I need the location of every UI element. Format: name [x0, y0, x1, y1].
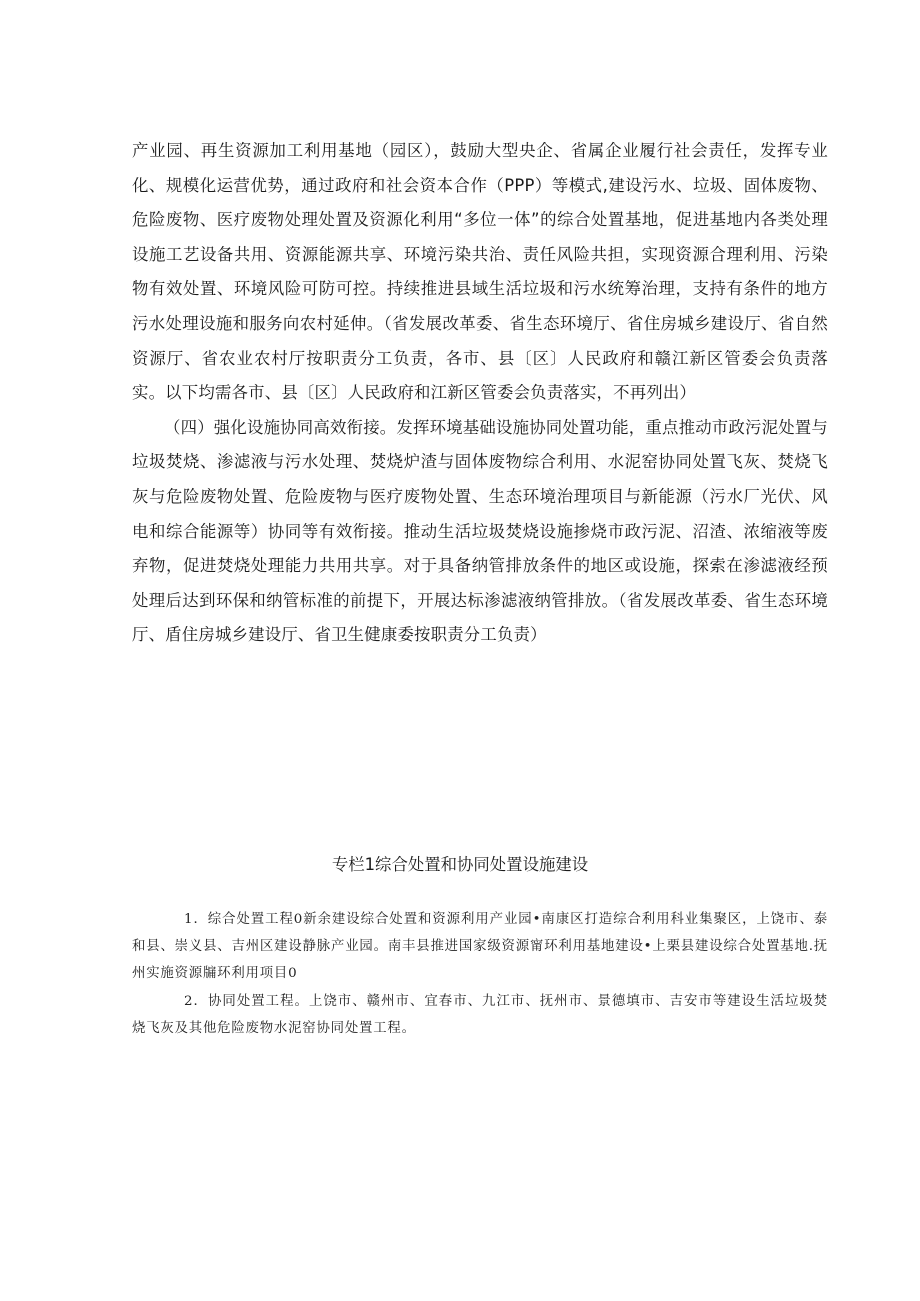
box-item-comprehensive: 1．综合处置工程0新余建设综合处置和资源利用产业园•南康区打造综合利用科业集聚区，上饶市、泰和县、崇义县、吉州区建设静脉产业园。南丰县推进国家级资源甯环利用基地建设•上栗县建设综合处置基地.抚州实施资源牖环利用项目0	[132, 912, 828, 982]
box-item-coprocessing: 2．协同处置工程。上饶市、赣州市、宜春市、九江市、抚州市、景德填市、吉安市等建设生活垃圾焚烧飞灰及其他危险废物水泥窑协同处置工程。	[132, 993, 828, 1036]
body-text	[132, 134, 828, 653]
box-title: 专栏1综合处置和协同处置设施建设	[331, 855, 589, 874]
paragraph-section-four: （四）强化设施协同高效衔接。发挥环境基础设施协同处置功能，重点推动市政污泥处置与垃圾焚烧、渗滤液与污水处理、焚烧炉渣与固体废物综合利用、水泥窑协同处置飞灰、焚烧飞灰与危险废物处置、危险废物与医疗废物处置、生态环境治理项目与新能源（污水厂光伏、风电和综合能源等）协同等有效衔接。推动生活垃圾焚烧设施掺烧市政污泥、沼渣、浓缩液等废弃物，促进焚烧处理能力共用共享。对于具备纳管排放条件的地区或设施，探索在渗滤液经预处理后达到环保和纳管标准的前提下，开展达标渗滤液纳管排放。（省发展改革委、省生态环境厅、盾住房城乡建设厅、省卫生健康委按职责分工负责）	[132, 417, 828, 645]
box-body	[132, 906, 828, 1042]
paragraph-continuation: 产业园、再生资源加工利用基地（园区），鼓励大型央企、省属企业履行社会责任，发挥专业化、规模化运营优势，通过政府和社会资本合作（PPP）等模式,建设污水、垃圾、固体废物、危险废物、医疗废物处理处置及资源化利用“多位一体”的综合处置基地，促进基地内各类处理设施工艺设备共用、资源能源共享、环境污染共治、责任风险共担，实现资源合理利用、污染物有效处置、环境风险可防可控。持续推进县域生活垃圾和污水统筹治理，支持有条件的地方污水处理设施和服务向农村延伸。（省发展改革委、省生态环境厅、省住房城乡建设厅、省自然资源厅、省农业农村厅按职责分工负责，各市、县〔区〕人民政府和赣江新区管委会负责落实。以下均需各市、县〔区〕人民政府和江新区管委会负责落实，不再列出）	[132, 141, 828, 403]
